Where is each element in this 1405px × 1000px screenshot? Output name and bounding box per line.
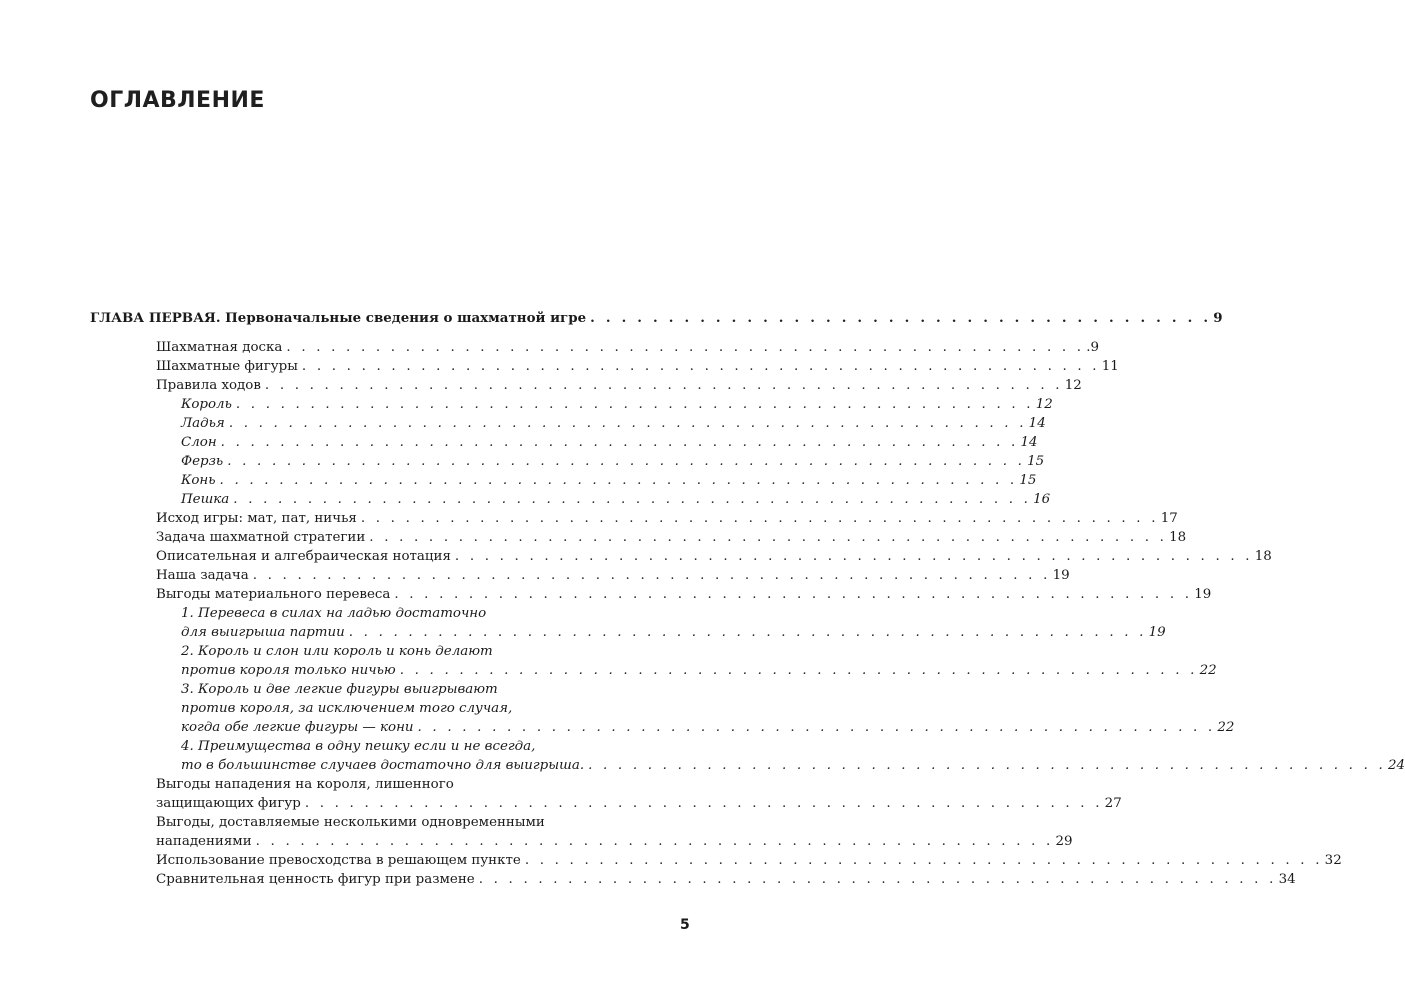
toc-page-number: 16 (1033, 492, 1051, 507)
toc-entry-title: Выгоды материального перевеса (156, 587, 391, 602)
toc-page-number: 29 (1055, 834, 1073, 849)
toc-page-number: 18 (1254, 549, 1272, 564)
page-number: 5 (680, 917, 690, 933)
dot-leader: . . . . . . . . . . . . . . . . . . . . . . . . . . . . . . . . . . . . . . . . . . . . . . . . . . . . . . (228, 416, 1027, 431)
toc-page-number: 14 (1028, 416, 1046, 431)
toc-subentry[interactable] (181, 433, 1038, 452)
toc-entry-title: Сравнительная ценность фигур при размене (156, 872, 475, 887)
toc-page-number: 24 (1387, 758, 1405, 773)
toc-entry-title: Правила ходов (156, 378, 261, 393)
toc-entry-title: Наша задача (156, 568, 249, 583)
dot-leader: . . . . . . . . . . . . . . . . . . . . . . . . . . . . . . . . . . . . . . . . . . . . . . . . . . . . . . (219, 473, 1018, 488)
toc-page-number: 18 (1169, 530, 1187, 545)
dot-leader: . . . . . . . . . . . . . . . . . . . . . . . . . . . . . . . . . . . . . . . . . . . . . . . . . . . . . . (394, 587, 1193, 602)
page-title: ОГЛАВЛЕНИЕ (90, 88, 265, 113)
toc-entry[interactable] (156, 357, 1119, 376)
toc-subentry-line (181, 699, 694, 718)
toc-entry-title: Пешка (181, 492, 230, 507)
toc-page-number: 9 (1213, 310, 1223, 326)
toc-chapter-entry[interactable] (90, 309, 1223, 328)
toc-entry-title: Шахматная доска (156, 340, 283, 355)
toc-page-number: 14 (1020, 435, 1038, 450)
dot-leader: . . . . . . . . . . . . . . . . . . . . . . . . . . . . . . . . . . . . . . . . . . . . . . . . . . . . . . (235, 397, 1034, 412)
toc-subentry[interactable] (181, 471, 1037, 490)
toc-entry-title: Слон (181, 435, 217, 450)
toc-entry-title: против короля только ничью (181, 663, 396, 678)
toc-entry[interactable] (156, 338, 1100, 357)
dot-leader: . . . . . . . . . . . . . . . . . . . . . . . . . . . . . . . . . . . . . . . . . . . . . . . . . . . . . . (304, 796, 1103, 811)
toc-entry-title-line: 4. Преимущества в одну пешку если и не всегда, (181, 739, 536, 754)
dot-leader: . . . . . . . . . . . . . . . . . . . . . . . . . . . . . . . . . . . . . . . . . . . . . . . . . . . . . . (220, 435, 1019, 450)
toc-entry-title: Исход игры: мат, пат, ничья (156, 511, 357, 526)
toc-page-number: 34 (1278, 872, 1296, 887)
toc-entry[interactable] (156, 528, 1187, 547)
toc-entry-line (156, 775, 694, 794)
dot-leader: . . . . . . . . . . . . . . . . . . . . . . . . . . . . . . . . . . . . . . . . . . . . . . . . . . . . . . (286, 340, 1085, 355)
toc-page-number: 19 (1052, 568, 1070, 583)
toc-entry[interactable] (156, 851, 1342, 870)
toc-page-number: 12 (1064, 378, 1082, 393)
toc-subentry-line (181, 680, 694, 699)
dot-leader: . . . . . . . . . . . . . . . . . . . . . . . . . . . . . . . . . . . . . . . . . . . . . . . . . . . . . . (454, 549, 1253, 564)
toc-entry-title: когда обе легкие фигуры — кони (181, 720, 414, 735)
dot-leader: . . . . . . . . . . . . . . . . . . . . . . . . . . . . . . . . . . . . . . . . . . . . . . . . . . . . . . (369, 530, 1168, 545)
toc-page-number: 17 (1160, 511, 1178, 526)
toc-subentry[interactable] (181, 490, 1051, 509)
toc-page-number: 22 (1199, 663, 1217, 678)
toc-entry-title-line: Выгоды нападения на короля, лишенного (156, 777, 454, 792)
toc-entry-title: то в большинстве случаев достаточно для выигрыша. (181, 758, 585, 773)
dot-leader: . . . . . . . . . . . . . . . . . . . . . . . . . . . . . . . . . . . . . . . . . . . . . . . . . . . . . . (478, 872, 1277, 887)
toc-subentry[interactable] (181, 623, 1166, 642)
dot-leader: . . . . . . . . . . . . . . . . . . . . . . . . . . . . . . . . . . . . . . . . . . . . . . . . . . . . . . (348, 625, 1147, 640)
toc-page-number: 15 (1019, 473, 1037, 488)
toc-page-number: 12 (1035, 397, 1053, 412)
dot-leader: . . . . . . . . . . . . . . . . . . . . . . . . . . . . . . . . . . . . . . . . . . . . . . . . . . . . . . (399, 663, 1198, 678)
toc-page-number: 32 (1324, 853, 1342, 868)
toc-entry-title-line: 2. Король и слон или король и конь делают (181, 644, 493, 659)
toc-subentry-line (181, 604, 694, 623)
dot-leader: . . . . . . . . . . . . . . . . . . . . . . . . . . . . . . . . . . . . . . . . . . . . . . . . . . . . . . (227, 454, 1026, 469)
toc-entry-title: Шахматные фигуры (156, 359, 298, 374)
dot-leader: . . . . . . . . . . . . . . . . . . . . . . . . . . . . . . . . . . . . . . . . . . . . . . . . . . . . . . (264, 378, 1063, 393)
dot-leader: . . . . . . . . . . . . . . . . . . . . . . . . . . . . . . . . . . . . . . . . . . . . . . . . . . . . . . (252, 568, 1051, 583)
toc-entry-title: Ферзь (181, 454, 224, 469)
toc-entry[interactable] (156, 585, 1212, 604)
toc-subentry[interactable] (181, 718, 1235, 737)
toc-subentry[interactable] (181, 414, 1046, 433)
toc-page-number: 27 (1104, 796, 1122, 811)
toc-page-number: 22 (1217, 720, 1235, 735)
toc-entry-title: Использование превосходства в решающем пункте (156, 853, 521, 868)
toc-entry-title: для выигрыша партии (181, 625, 345, 640)
table-of-contents (0, 309, 1405, 889)
toc-page-number: 19 (1194, 587, 1212, 602)
toc-entry[interactable] (156, 870, 1296, 889)
toc-chapter-title: ГЛАВА ПЕРВАЯ. Первоначальные сведения о шахматной игре (90, 310, 587, 326)
dot-leader: . . . . . . . . . . . . . . . . . . . . . . . . . . . . . . . . . . . . . . . . . . . . . . . . . . . . . . (255, 834, 1054, 849)
toc-page-number: 11 (1101, 359, 1119, 374)
toc-entry-title: защищающих фигур (156, 796, 301, 811)
dot-leader: . . . . . . . . . . . . . . . . . . . . . . . . . . . . . . . . . . . . . . . . . . . . . . . . . . . . . . (417, 720, 1216, 735)
toc-subentry[interactable] (181, 661, 1217, 680)
toc-subentry[interactable] (181, 452, 1045, 471)
toc-entry-title-line: 1. Перевеса в силах на ладью достаточно (181, 606, 487, 621)
toc-entry-title: Конь (181, 473, 216, 488)
toc-entry-title: Задача шахматной стратегии (156, 530, 366, 545)
dot-leader: . . . . . . . . . . . . . . . . . . . . . . . . . . . . . . . . . . . . . . . . . . . . . . . . . . . . . . (233, 492, 1032, 507)
toc-entry-title-line: против короля, за исключением того случая, (181, 701, 513, 716)
toc-subentry[interactable] (181, 756, 1405, 775)
toc-subentry-line (181, 642, 694, 661)
toc-entry[interactable] (156, 566, 1070, 585)
toc-entry-title: нападениями (156, 834, 252, 849)
toc-subentry[interactable] (181, 395, 1053, 414)
toc-entry[interactable] (156, 794, 1122, 813)
toc-entry-title: Описательная и алгебраическая нотация (156, 549, 451, 564)
toc-entry-title: Король (181, 397, 232, 412)
toc-entry[interactable] (156, 832, 1073, 851)
dot-leader: . . . . . . . . . . . . . . . . . . . . . . . . . . . . . . . . . . . . . . . . (590, 310, 1212, 326)
toc-entry-title-line: Выгоды, доставляемые несколькими одновременными (156, 815, 545, 830)
toc-entry-line (156, 813, 694, 832)
toc-page-number: 19 (1148, 625, 1166, 640)
toc-page-number: .9 (1086, 340, 1100, 355)
toc-entry[interactable] (156, 376, 1082, 395)
toc-entry-title: Ладья (181, 416, 225, 431)
dot-leader: . . . . . . . . . . . . . . . . . . . . . . . . . . . . . . . . . . . . . . . . . . . . . . . . . . . . . . (301, 359, 1100, 374)
toc-subentry-line (181, 737, 694, 756)
toc-entry-title-line: 3. Король и две легкие фигуры выигрывают (181, 682, 498, 697)
toc-entry[interactable] (156, 509, 1178, 528)
toc-entry[interactable] (156, 547, 1272, 566)
dot-leader: . . . . . . . . . . . . . . . . . . . . . . . . . . . . . . . . . . . . . . . . . . . . . . . . . . . . . . (588, 758, 1386, 773)
dot-leader: . . . . . . . . . . . . . . . . . . . . . . . . . . . . . . . . . . . . . . . . . . . . . . . . . . . . . . (524, 853, 1323, 868)
dot-leader: . . . . . . . . . . . . . . . . . . . . . . . . . . . . . . . . . . . . . . . . . . . . . . . . . . . . . . (360, 511, 1159, 526)
toc-page-number: 15 (1027, 454, 1045, 469)
